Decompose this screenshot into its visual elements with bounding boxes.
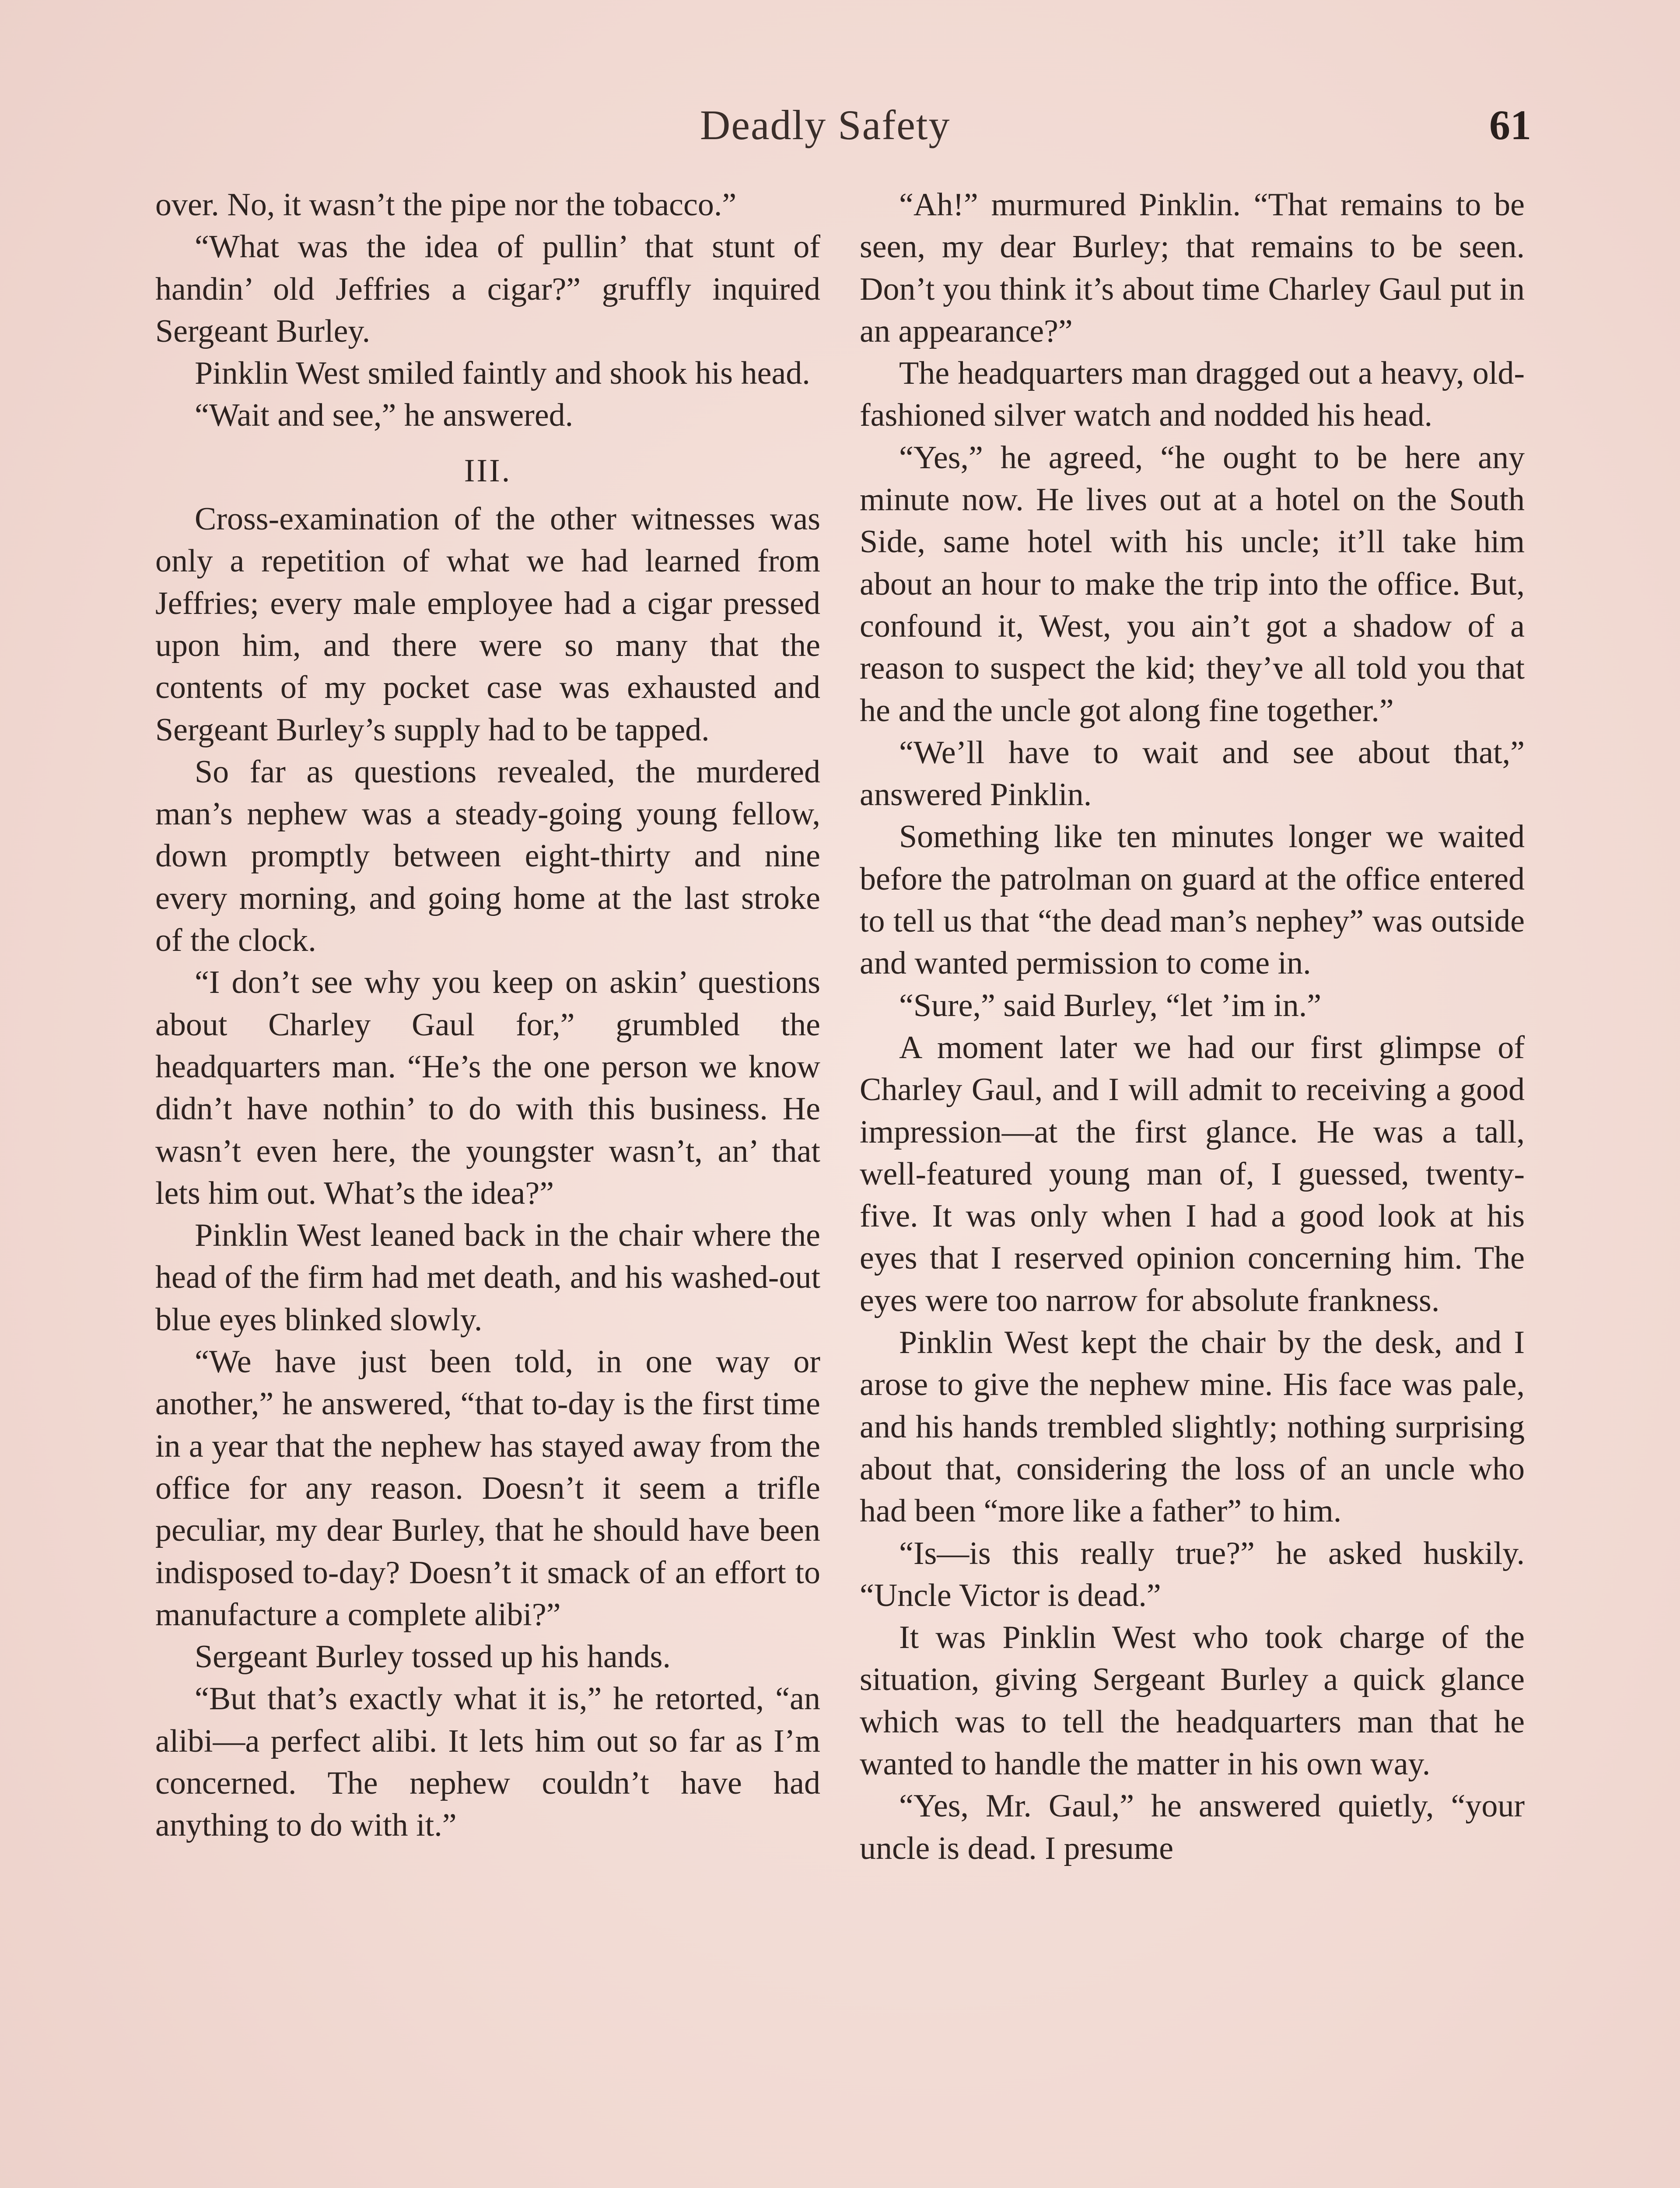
- paragraph: A moment later we had our first glimpse of Charley Gaul, and I will admit to receiving a good impression—at the first glance. He was a tall, well-featured young man of, I guessed, twenty-five. It was only when I had a good look at his eyes that I reserved opinion concerning him. The eyes were too narrow for absolute frankness.: [860, 1029, 1525, 1318]
- paragraph: “I don’t see why you keep on askin’ questions about Charley Gaul for,” grumbled the headquarters man. “He’s the one person we know didn’t have nothin’ to do with this business. He wasn’t even here, the youngster wasn’t, an’ that lets him out. What’s the idea?”: [155, 964, 820, 1211]
- page-number: 61: [1489, 102, 1531, 148]
- running-title: Deadly Safety: [700, 102, 951, 148]
- paragraph: So far as questions revealed, the murdered man’s nephew was a steady-going young fellow, down promptly between eight-thirty and nine every morning, and going home at the last stroke of the clock.: [155, 754, 820, 959]
- paragraph: “We have just been told, in one way or another,” he answered, “that to-day is the first time in a year that the nephew has stayed away from the office for any reason. Doesn’t it seem a trifle peculiar, my dear Burley, that he should have been indisposed to-day? Doesn’t it smack of an effort to manufacture a complete alibi?”: [155, 1344, 820, 1633]
- paragraph: The headquarters man dragged out a heavy, old-fashioned silver watch and nodded his head.: [860, 355, 1525, 434]
- paragraph: It was Pinklin West who took charge of the situation, giving Sergeant Burley a quick glance which was to tell the headquarters man that he wanted to handle the matter in his own way.: [860, 1620, 1525, 1782]
- paragraph: “Wait and see,” he answered.: [195, 397, 574, 434]
- paragraph: Something like ten minutes longer we waited before the patrolman on guard at the office entered to tell us that “the dead man’s nephey” was outside and wanted permission to come in.: [860, 819, 1525, 982]
- right-text-column: [860, 184, 1525, 1869]
- paragraph: “We’ll have to wait and see about that,” answered Pinklin.: [860, 734, 1525, 813]
- paragraph: over. No, it wasn’t the pipe nor the tobacco.”: [155, 187, 737, 223]
- paragraph: “Yes,” he agreed, “he ought to be here any minute now. He lives out at a hotel on the South Side, same hotel with his uncle; it’ll take him about an hour to make the trip into the office. But, confound it, West, you ain’t got a shadow of a reason to suspect the kid; they’ve all told you that he and the uncle got along fine together.”: [860, 439, 1525, 729]
- paragraph: “Yes, Mr. Gaul,” he answered quietly, “your uncle is dead. I presume: [860, 1788, 1525, 1866]
- paragraph: “What was the idea of pullin’ that stunt of handin’ old Jeffries a cigar?” gruffly inquired Sergeant Burley.: [155, 229, 820, 349]
- paragraph: Pinklin West smiled faintly and shook his head.: [195, 355, 810, 392]
- paragraph: “Sure,” said Burley, “let ’im in.”: [899, 987, 1322, 1024]
- paragraph: Sergeant Burley tossed up his hands.: [195, 1639, 671, 1675]
- paragraph: “But that’s exactly what it is,” he retorted, “an alibi—a perfect alibi. It lets him out so far as I’m concerned. The nephew couldn’t have had anything to do with it.”: [155, 1681, 820, 1844]
- paragraph: “Is—is this really true?” he asked huskily. “Uncle Victor is dead.”: [860, 1535, 1525, 1613]
- paragraph: “Ah!” murmured Pinklin. “That remains to be seen, my dear Burley; that remains to be seen. Don’t you think it’s about time Charley Gaul put in an appearance?”: [860, 187, 1525, 349]
- page-header: [158, 101, 1531, 153]
- section-heading: III.: [464, 452, 512, 489]
- paragraph: Cross-examination of the other witnesses was only a repetition of what we had learned from Jeffries; every male employee had a cigar pressed upon him, and there were so many that the contents of my pocket case was exhausted and Sergeant Burley’s supply had to be tapped.: [155, 501, 820, 748]
- paragraph: Pinklin West leaned back in the chair where the head of the firm had met death, and his washed-out blue eyes blinked slowly.: [155, 1217, 820, 1338]
- paragraph: Pinklin West kept the chair by the desk, and I arose to give the nephew mine. His face was pale, and his hands trembled slightly; nothing surprising about that, considering the loss of an uncle who had been “more like a father” to him.: [860, 1325, 1525, 1529]
- left-text-column: [155, 184, 820, 1847]
